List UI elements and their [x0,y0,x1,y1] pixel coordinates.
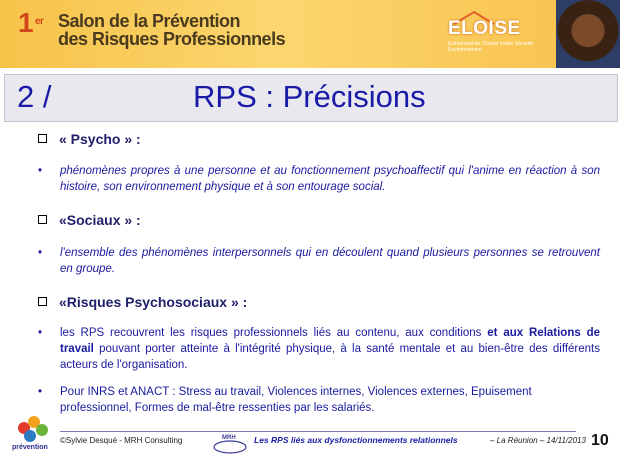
page-number: 10 [591,432,609,449]
bullet-text-bold: et aux Relations de travail [60,327,601,355]
section-heading-label: «Sociaux » : [59,212,141,228]
bullet-text [60,325,600,373]
section-heading-label: « Psycho » : [59,131,141,147]
bullet-text-part1: les RPS recouvrent les risques professionnels liés au contenu, aux conditions [60,327,488,339]
event-superscript: er [35,16,44,27]
eloise-brand: ELOISE [448,18,521,39]
slide-title-bar [4,74,618,122]
bullet-icon: • [38,165,43,177]
checkbox-icon [38,134,47,143]
event-title-line2: des Risques Professionnels [58,29,286,49]
bullet-text-part2: pouvant porter atteinte à l'intégrité physique, à la santé mentale et au bien-être des différents acteurs de l'organisation. [60,343,600,371]
checkbox-icon [38,297,47,306]
section-heading-rps [38,294,247,310]
bullet-text: l'ensemble des phénomènes interpersonnels qui en découlent quand plusieurs personnes se retrouvent en groupe. [60,247,600,275]
section-heading-label: «Risques Psychosociaux » : [59,294,248,310]
mrh-label: MRH [222,435,236,441]
checkbox-icon [38,215,47,224]
eloise-tagline: Evénement de l'Océan Indien Sécurité Environnement [448,41,534,53]
child-photo [556,0,620,68]
footer-author: ©Sylvie Desqué - MRH Consulting [60,436,183,445]
footer-subject: Les RPS liés aux dysfonctionnements relationnels [254,435,458,445]
slide-number: 2 / [17,79,52,114]
bullet-icon: • [38,386,43,398]
section-heading-psycho [38,131,141,147]
bullet-text: Pour INRS et ANACT : Stress au travail, Violences internes, Violences externes, Epuisement professionnel, Formes de mal-être ressenties par les salariés. [60,386,532,414]
prevention-logo-label: prévention [12,444,48,451]
event-title-line1: Salon de la Prévention [58,11,241,31]
bullet-icon: • [38,327,43,339]
section-heading-sociaux [38,212,141,228]
footer-date: – La Réunion – 14/11/2013 [490,436,586,445]
eloise-logo [448,10,556,54]
bullet-icon: • [38,247,43,259]
mrh-logo [212,435,248,455]
bullet-text: phénomènes propres à une personne et au fonctionnement psychoaffectif qui l'anime en réaction à son histoire, son environnement physique et à son entourage social. [60,165,600,193]
footer-divider [60,431,576,432]
header-banner [0,0,620,68]
slide-title: RPS : Précisions [193,79,426,114]
prevention-logo [8,410,54,456]
event-number: 1 [18,7,34,38]
